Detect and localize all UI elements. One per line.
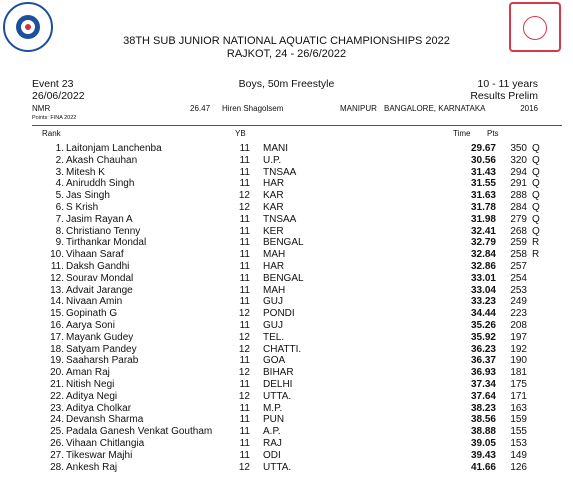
birth-year: 11 — [239, 225, 250, 237]
table-row — [0, 379, 573, 391]
result-time: 29.67 — [470, 143, 496, 154]
result-rank: 3. — [55, 166, 64, 178]
result-rank: 25. — [50, 426, 64, 438]
result-rank: 4. — [55, 178, 64, 190]
athlete-name: Nitish Negi — [66, 379, 115, 390]
birth-year: 11 — [239, 438, 250, 449]
qualification-mark: Q — [532, 202, 540, 213]
team-name: HAR — [263, 178, 285, 190]
result-points: 320 — [510, 154, 527, 166]
qualification-mark: R — [532, 237, 540, 249]
result-rank: 1. — [55, 143, 64, 154]
table-row — [0, 355, 573, 367]
table-row — [0, 214, 573, 226]
result-rank: 17. — [50, 331, 64, 343]
result-time: 33.04 — [470, 284, 496, 296]
record-time: 26.47 — [190, 104, 211, 113]
team-name: GUJ — [263, 320, 283, 331]
result-time: 39.05 — [470, 438, 496, 449]
event-name: Boys, 50m Freestyle — [238, 78, 335, 90]
result-rank: 22. — [50, 390, 64, 402]
result-time: 30.56 — [470, 154, 496, 166]
table-row — [0, 296, 573, 308]
athlete-name: Tikeswar Majhi — [66, 449, 133, 461]
team-name: PUN — [263, 414, 285, 426]
result-time: 38.88 — [470, 426, 496, 438]
result-time: 33.23 — [470, 296, 496, 308]
record-year: 2016 — [520, 104, 538, 113]
result-time: 39.43 — [470, 449, 496, 461]
athlete-name: Jas Singh — [66, 190, 110, 202]
result-points: 257 — [510, 261, 527, 272]
result-rank: 21. — [50, 379, 64, 390]
table-row — [0, 462, 573, 474]
result-points: 249 — [510, 296, 527, 308]
header-divider — [32, 125, 562, 126]
athlete-name: Aniruddh Singh — [66, 178, 135, 190]
result-time: 38.56 — [470, 414, 496, 426]
team-name: TEL. — [263, 331, 285, 343]
athlete-name: Aarya Soni — [66, 320, 115, 331]
record-team: MANIPUR — [340, 104, 377, 113]
team-name: ODI — [263, 449, 281, 461]
team-name: UTTA. — [263, 390, 292, 402]
result-points: 268 — [510, 225, 527, 237]
qualification-mark: Q — [532, 190, 540, 202]
birth-year: 11 — [239, 296, 250, 308]
birth-year: 12 — [238, 367, 250, 379]
birth-year: 11 — [239, 426, 250, 438]
qualification-mark: R — [532, 249, 540, 261]
result-rank: 13. — [50, 284, 64, 296]
birth-year: 11 — [239, 320, 250, 331]
team-name: MAH — [263, 249, 286, 261]
table-row — [0, 285, 573, 297]
table-row — [0, 261, 573, 273]
table-row — [0, 249, 573, 261]
result-rank: 24. — [50, 414, 64, 426]
points-note: Points: FINA 2022 — [32, 115, 77, 121]
team-name: MAH — [263, 284, 286, 296]
birth-year: 12 — [238, 308, 250, 320]
result-rank: 16. — [50, 320, 64, 331]
result-rank: 23. — [50, 402, 64, 414]
result-rank: 9. — [55, 237, 64, 249]
result-time: 37.34 — [470, 379, 496, 390]
result-rank: 18. — [50, 343, 64, 355]
record-holder: Hiren Shagolsem — [222, 104, 284, 113]
result-rank: 6. — [55, 202, 64, 213]
team-name: MANI — [263, 143, 288, 154]
birth-year: 11 — [239, 355, 250, 367]
result-rank: 26. — [50, 438, 64, 449]
result-points: 192 — [510, 343, 527, 355]
athlete-name: Jasim Rayan A — [66, 213, 133, 225]
table-row — [0, 167, 573, 179]
table-row — [0, 178, 573, 190]
result-points: 190 — [510, 355, 527, 367]
result-rank: 11. — [50, 261, 64, 272]
athlete-name: Daksh Gandhi — [66, 261, 130, 272]
athlete-name: Aman Raj — [66, 367, 110, 379]
athlete-name: S Krish — [66, 202, 99, 213]
birth-year: 11 — [239, 213, 250, 225]
result-time: 34.44 — [470, 308, 496, 320]
table-row — [0, 202, 573, 214]
record-label: NMR — [32, 104, 51, 113]
result-rank: 12. — [50, 272, 64, 284]
birth-year: 11 — [239, 414, 250, 426]
team-name: U.P. — [263, 154, 282, 166]
birth-year: 11 — [239, 379, 250, 390]
result-points: 291 — [510, 178, 527, 190]
birth-year: 11 — [239, 237, 250, 249]
result-points: 197 — [510, 331, 527, 343]
result-rank: 8. — [55, 225, 64, 237]
birth-year: 12 — [238, 461, 250, 473]
qualification-mark: Q — [532, 213, 540, 225]
qualification-mark: Q — [532, 166, 540, 178]
result-time: 33.01 — [470, 272, 496, 284]
result-time: 37.64 — [470, 390, 496, 402]
team-name: CHATTI. — [263, 343, 302, 355]
athlete-name: Sourav Mondal — [66, 272, 134, 284]
result-points: 149 — [510, 449, 527, 461]
birth-year: 12 — [238, 190, 250, 202]
birth-year: 11 — [239, 154, 250, 166]
qualification-mark: Q — [532, 143, 540, 154]
result-rank: 5. — [55, 190, 64, 202]
result-rank: 10. — [50, 249, 64, 261]
result-points: 258 — [510, 249, 527, 261]
table-row — [0, 155, 573, 167]
result-time: 35.92 — [470, 331, 496, 343]
result-rank: 19. — [50, 355, 64, 367]
result-rank: 27. — [50, 449, 64, 461]
column-pts: Pts — [487, 129, 499, 138]
team-name: M.P. — [263, 402, 283, 414]
result-time: 31.98 — [470, 213, 496, 225]
result-points: 126 — [510, 461, 527, 473]
athlete-name: Saaharsh Parab — [66, 355, 139, 367]
result-points: 155 — [510, 426, 527, 438]
team-name: GUJ — [263, 296, 283, 308]
table-row — [0, 391, 573, 403]
athlete-name: Christiano Tenny — [66, 225, 141, 237]
athlete-name: Aditya Negi — [66, 390, 118, 402]
team-name: UTTA. — [263, 461, 292, 473]
table-row — [0, 426, 573, 438]
column-yb: YB — [235, 129, 246, 138]
table-row — [0, 403, 573, 415]
result-points: 163 — [510, 402, 527, 414]
table-row — [0, 320, 573, 332]
result-time: 36.37 — [470, 355, 496, 367]
result-points: 159 — [510, 414, 527, 426]
athlete-name: Mayank Gudey — [66, 331, 134, 343]
team-name: GOA — [263, 355, 286, 367]
athlete-name: Mitesh K — [66, 166, 105, 178]
table-row — [0, 438, 573, 450]
column-rank: Rank — [42, 129, 61, 138]
team-name: HAR — [263, 261, 285, 272]
result-rank: 14. — [50, 296, 64, 308]
table-row — [0, 237, 573, 249]
result-points: 284 — [510, 202, 527, 213]
result-points: 279 — [510, 213, 527, 225]
table-row — [0, 273, 573, 285]
result-points: 153 — [510, 438, 527, 449]
athlete-name: Devansh Sharma — [66, 414, 144, 426]
result-rank: 7. — [55, 213, 64, 225]
team-name: TNSAA — [263, 166, 297, 178]
team-name: BIHAR — [263, 367, 294, 379]
results-stage: Results Prelim — [470, 90, 538, 102]
result-time: 41.66 — [470, 461, 496, 473]
column-time: Time — [453, 129, 471, 138]
championship-title: 38TH SUB JUNIOR NATIONAL AQUATIC CHAMPIONSHIPS 2022 — [123, 35, 450, 47]
athlete-name: Laitonjam Lanchenba — [66, 143, 162, 154]
result-time: 36.23 — [470, 343, 496, 355]
birth-year: 11 — [239, 249, 250, 261]
result-points: 288 — [510, 190, 527, 202]
result-time: 32.79 — [470, 237, 496, 249]
result-time: 32.86 — [470, 261, 496, 272]
athlete-name: Advait Jarange — [66, 284, 133, 296]
result-time: 31.43 — [470, 166, 496, 178]
athlete-name: Satyam Pandey — [66, 343, 137, 355]
birth-year: 11 — [239, 178, 250, 190]
birth-year: 12 — [238, 390, 250, 402]
team-name: A.P. — [263, 426, 281, 438]
event-number: Event 23 — [32, 78, 74, 90]
result-time: 31.63 — [470, 190, 496, 202]
athlete-name: Nivaan Amin — [66, 296, 123, 308]
athlete-name: Ankesh Raj — [66, 461, 118, 473]
result-points: 171 — [510, 390, 527, 402]
team-name: DELHI — [263, 379, 293, 390]
table-row — [0, 344, 573, 356]
result-rank: 15. — [50, 308, 64, 320]
result-rank: 20. — [50, 367, 64, 379]
result-time: 36.93 — [470, 367, 496, 379]
birth-year: 11 — [239, 261, 250, 272]
result-points: 254 — [510, 272, 527, 284]
result-points: 208 — [510, 320, 527, 331]
record-place: BANGALORE, KARNATAKA — [384, 104, 486, 113]
birth-year: 12 — [238, 343, 250, 355]
athlete-name: Akash Chauhan — [66, 154, 138, 166]
table-row — [0, 226, 573, 238]
qualification-mark: Q — [532, 154, 540, 166]
team-name: TNSAA — [263, 213, 297, 225]
table-row — [0, 308, 573, 320]
result-time: 32.84 — [470, 249, 496, 261]
athlete-name: Vihaan Chitlangia — [66, 438, 145, 449]
birth-year: 11 — [239, 143, 250, 154]
team-name: RAJ — [263, 438, 282, 449]
table-row — [0, 190, 573, 202]
table-row — [0, 332, 573, 344]
result-time: 31.78 — [470, 202, 496, 213]
team-name: KER — [263, 225, 284, 237]
result-time: 35.26 — [470, 320, 496, 331]
result-points: 259 — [510, 237, 527, 249]
team-name: PONDI — [263, 308, 295, 320]
age-group: 10 - 11 years — [477, 78, 538, 90]
table-row — [0, 143, 573, 155]
birth-year: 11 — [239, 402, 250, 414]
result-points: 294 — [510, 166, 527, 178]
birth-year: 11 — [239, 449, 250, 461]
result-time: 31.55 — [470, 178, 496, 190]
team-name: BENGAL — [263, 272, 304, 284]
athlete-name: Aditya Cholkar — [66, 402, 132, 414]
athlete-name: Padala Ganesh Venkat Goutham — [66, 426, 213, 438]
qualification-mark: Q — [532, 178, 540, 190]
result-time: 32.41 — [470, 225, 496, 237]
result-rank: 28. — [50, 461, 64, 473]
athlete-name: Gopinath G — [66, 308, 118, 320]
result-points: 253 — [510, 284, 527, 296]
result-time: 38.23 — [470, 402, 496, 414]
table-row — [0, 414, 573, 426]
athlete-name: Vihaan Saraf — [66, 249, 124, 261]
team-name: KAR — [263, 190, 284, 202]
birth-year: 11 — [239, 284, 250, 296]
birth-year: 11 — [239, 166, 250, 178]
athlete-name: Tirthankar Mondal — [66, 237, 147, 249]
result-points: 181 — [510, 367, 527, 379]
table-row — [0, 450, 573, 462]
event-date: 26/06/2022 — [32, 90, 85, 102]
birth-year: 11 — [239, 272, 250, 284]
result-points: 350 — [510, 143, 527, 154]
result-points: 175 — [510, 379, 527, 390]
result-rank: 2. — [55, 154, 64, 166]
result-points: 223 — [510, 308, 527, 320]
birth-year: 12 — [238, 331, 250, 343]
team-name: BENGAL — [263, 237, 304, 249]
table-row — [0, 367, 573, 379]
championship-subtitle: RAJKOT, 24 - 26/6/2022 — [226, 48, 347, 60]
birth-year: 12 — [238, 202, 250, 213]
qualification-mark: Q — [532, 225, 540, 237]
team-name: KAR — [263, 202, 284, 213]
